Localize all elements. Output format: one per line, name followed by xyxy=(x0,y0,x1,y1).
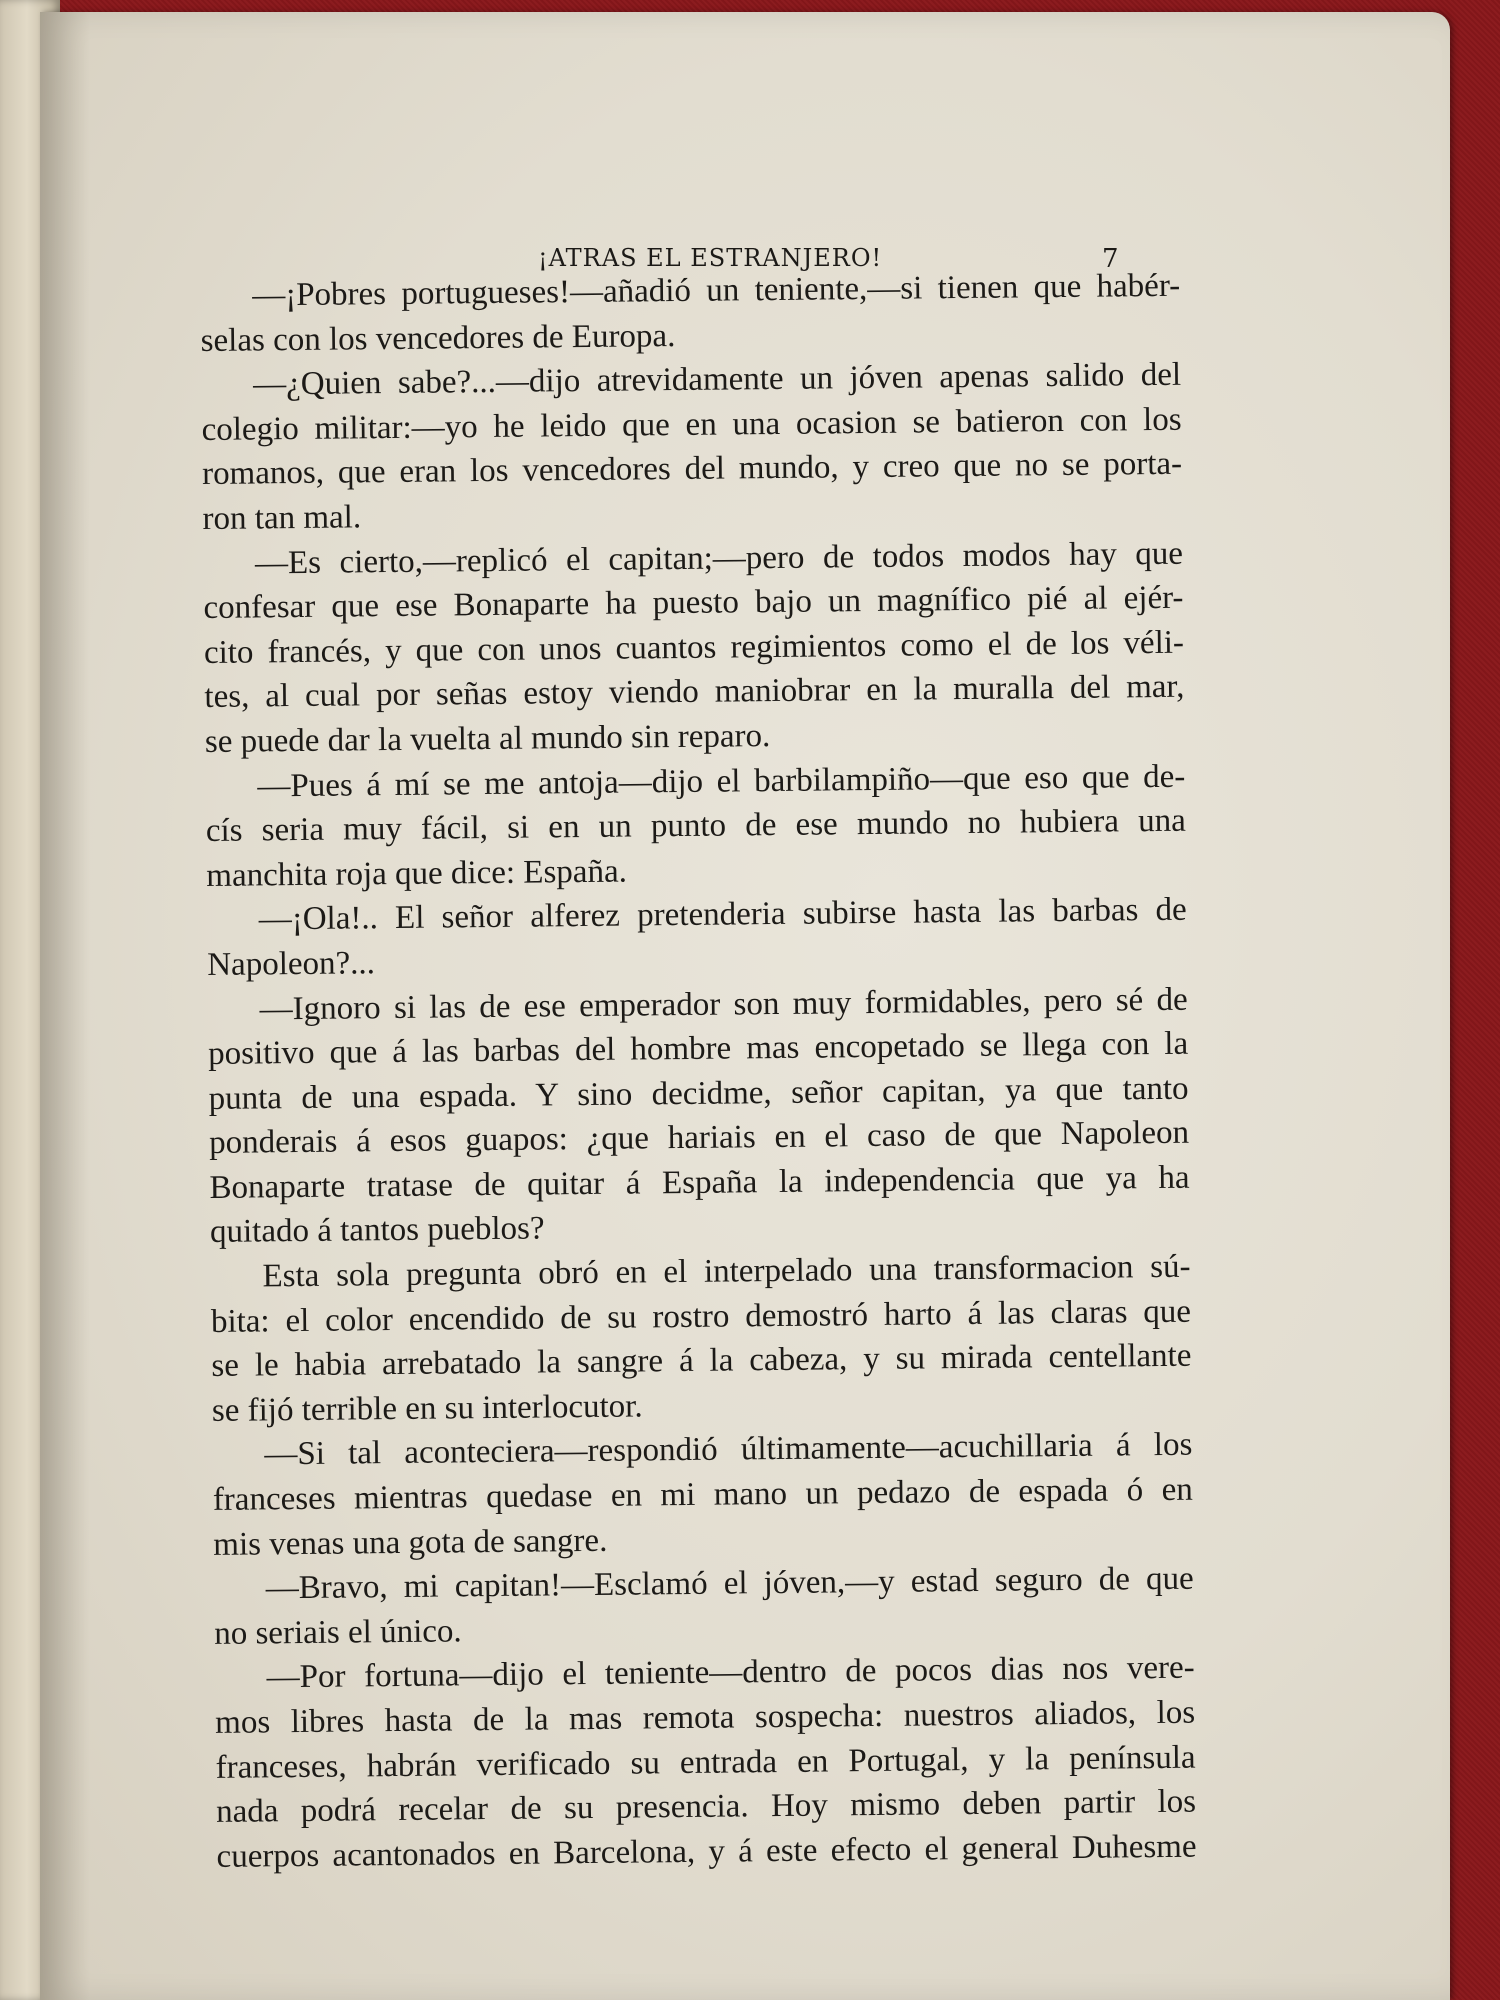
text-line: selas con los vencedores de Europa. xyxy=(200,317,676,359)
text-line: Esta sola pregunta obró en el interpelado una transformacion sú- xyxy=(262,1248,1191,1295)
book-page xyxy=(40,12,1450,2000)
text-line: —Es cierto,—replicó el capitan;—pero de todos modos hay que xyxy=(254,535,1184,582)
text-line: quitado á tantos pueblos? xyxy=(209,1210,545,1251)
running-head: ¡ATRAS EL ESTRANJERO! xyxy=(538,244,883,272)
text-line: no seriais el único. xyxy=(214,1613,462,1652)
text-line: mis venas una gota de sangre. xyxy=(213,1522,608,1563)
text-line: manchita roja que dice: España. xyxy=(206,853,628,894)
text-line: tes, al cual por señas estoy viendo maniobrar en la muralla del mar, xyxy=(204,669,1185,716)
text-line: mos libres hasta de la mas remota sospecha: nuestros aliados, los xyxy=(214,1694,1196,1741)
text-line: se le habia arrebatado la sangre á la cabeza, y su mirada centellante xyxy=(211,1337,1192,1385)
text-line: punta de una espada. Y sino decidme, señor capitan, ya que tanto xyxy=(208,1070,1189,1117)
text-line: positivo que á las barbas del hombre mas encopetado se llega con la xyxy=(207,1025,1189,1073)
text-line: se fijó terrible en su interlocutor. xyxy=(211,1388,643,1429)
text-line: colegio militar:—yo he leido que en una ocasion se batieron con los xyxy=(201,401,1182,448)
text-line: se puede dar la vuelta al mundo sin reparo. xyxy=(204,717,771,760)
text-line: —¡Ola!.. El señor alferez pretenderia subirse hasta las barbas de xyxy=(258,892,1187,938)
text-line: romanos, que eran los vencedores del mundo, y creo que no se porta- xyxy=(201,446,1183,493)
text-line: cuerpos acantonados en Barcelona, y á este efecto el general Duhesme xyxy=(216,1828,1197,1875)
text-line: Napoleon?... xyxy=(207,945,376,983)
text-line: franceses, habrán verificado su entrada en Portugal, y la península xyxy=(215,1739,1196,1786)
text-line: —Pues á mí se me antoja—dijo el barbilampiño—que eso que de- xyxy=(257,758,1186,804)
text-line: —¡Pobres portugueses!—añadió un teniente,—si tienen que habér- xyxy=(252,267,1181,314)
text-line: Bonaparte tratase de quitar á España la independencia que ya ha xyxy=(209,1159,1190,1206)
text-line: nada podrá recelar de su presencia. Hoy mismo deben partir los xyxy=(215,1783,1197,1831)
body-text xyxy=(200,264,1197,1880)
text-line: ponderais á esos guapos: ¿que hariais en el caso de que Napoleon xyxy=(208,1114,1190,1162)
text-line: franceses mientras quedase en mi mano un pedazo de espada ó en xyxy=(212,1471,1193,1518)
text-line: cís seria muy fácil, si en un punto de ese mundo no hubiera una xyxy=(205,802,1186,850)
text-line: —Ignoro si las de ese emperador son muy formidables, pero sé de xyxy=(259,981,1188,1027)
text-line: ron tan mal. xyxy=(202,499,362,537)
page-number: 7 xyxy=(1102,244,1120,274)
text-line: bita: el color encendido de su rostro demostró harto á las claras que xyxy=(210,1293,1192,1340)
text-line: confesar que ese Bonaparte ha puesto bajo un magnífico pié al ejér- xyxy=(203,579,1184,627)
text-line: —Bravo, mi capitan!—Esclamó el jóven,—y estad seguro de que xyxy=(265,1560,1194,1607)
text-line: cito francés, y que con unos cuantos regimientos como el de los véli- xyxy=(203,624,1185,671)
text-line: —Por fortuna—dijo el teniente—dentro de pocos dias nos vere- xyxy=(266,1650,1195,1696)
text-line: —¿Quien sabe?...—dijo atrevidamente un jóven apenas salido del xyxy=(252,356,1182,403)
text-line: —Si tal aconteciera—respondió últimamente—acuchillaria á los xyxy=(264,1427,1193,1473)
